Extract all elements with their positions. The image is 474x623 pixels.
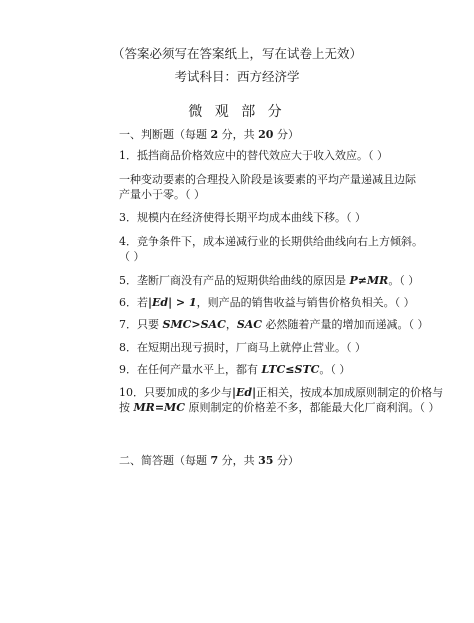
question-2-line-1: 一种变动要素的合理投入阶段是该要素的平均产量递减且边际 xyxy=(119,173,416,186)
q10-line2-formula: MR=MC xyxy=(133,401,185,414)
section1-prefix: 一、判断题（每题 xyxy=(119,128,211,141)
q6-tail: ，则产品的销售收益与销售价格负相关。（ ） xyxy=(196,296,415,309)
section2-prefix: 二、简答题（每题 xyxy=(119,454,211,467)
question-10-line-1 xyxy=(119,386,443,400)
q7-formula-2: SAC xyxy=(236,318,263,331)
question-3: 3．规模内在经济使得长期平均成本曲线下移。（ ） xyxy=(119,211,366,224)
section2-suffix: 分） xyxy=(273,454,299,467)
q7-tail: 必然随着产量的增加而递减。（ ） xyxy=(262,318,429,331)
section1-total-score: 20 xyxy=(258,128,274,141)
q7-lead: 7．只要 xyxy=(119,318,163,331)
q10-line2-lead: 按 xyxy=(119,401,134,414)
question-8: 8．在短期出现亏损时，厂商马上就停止营业。（ ） xyxy=(119,341,366,354)
section2-total-score: 35 xyxy=(258,454,274,467)
section2-heading xyxy=(119,454,299,468)
section1-heading xyxy=(119,128,299,142)
section2-mid: 分，共 xyxy=(218,454,259,467)
answer-sheet-notice: （答案必须写在答案纸上，写在试卷上无效） xyxy=(111,46,362,61)
question-4-line-2: （ ） xyxy=(119,250,145,263)
section1-per-score: 2 xyxy=(210,128,219,141)
q5-lead: 5．垄断厂商没有产品的短期供给曲线的原因是 xyxy=(119,274,350,287)
question-6 xyxy=(119,296,415,310)
q5-tail: 。（ ） xyxy=(388,274,420,287)
question-10-line-2 xyxy=(119,401,439,415)
q9-formula: LTC≤STC xyxy=(261,363,320,376)
q5-formula: P≠MR xyxy=(349,274,389,287)
question-7 xyxy=(119,318,429,332)
q6-formula: |Ed| > 1 xyxy=(148,296,197,309)
part-title: 微 观 部 分 xyxy=(188,104,286,120)
section1-mid: 分，共 xyxy=(218,128,259,141)
q6-lead: 6．若 xyxy=(119,296,148,309)
q9-lead: 9．在任何产量水平上，都有 xyxy=(119,363,262,376)
question-1: 1．抵挡商品价格效应中的替代效应大于收入效应。（ ） xyxy=(119,149,388,162)
q9-tail: 。（ ） xyxy=(319,363,351,376)
exam-subject: 考试科目：西方经济学 xyxy=(174,69,300,84)
question-4-line-1: 4．竞争条件下，成本递减行业的长期供给曲线向右上方倾斜。 xyxy=(119,235,423,248)
question-2-line-2: 产量小于零。（ ） xyxy=(119,188,205,201)
q7-mid: ， xyxy=(225,318,237,331)
section2-per-score: 7 xyxy=(210,454,219,467)
q7-formula-1: SMC>SAC xyxy=(162,318,226,331)
q10-line1-tail: 正相关，按成本加成原则制定的价格与 xyxy=(256,386,444,399)
question-5 xyxy=(119,274,419,288)
q10-line1-formula: |Ed| xyxy=(232,386,257,399)
section1-suffix: 分） xyxy=(273,128,299,141)
q10-line2-tail: 原则制定的价格差不多，都能最大化厂商利润。（ ） xyxy=(184,401,440,414)
question-9 xyxy=(119,363,350,377)
q10-line1-lead: 10．只要加成的多少与 xyxy=(119,386,232,399)
